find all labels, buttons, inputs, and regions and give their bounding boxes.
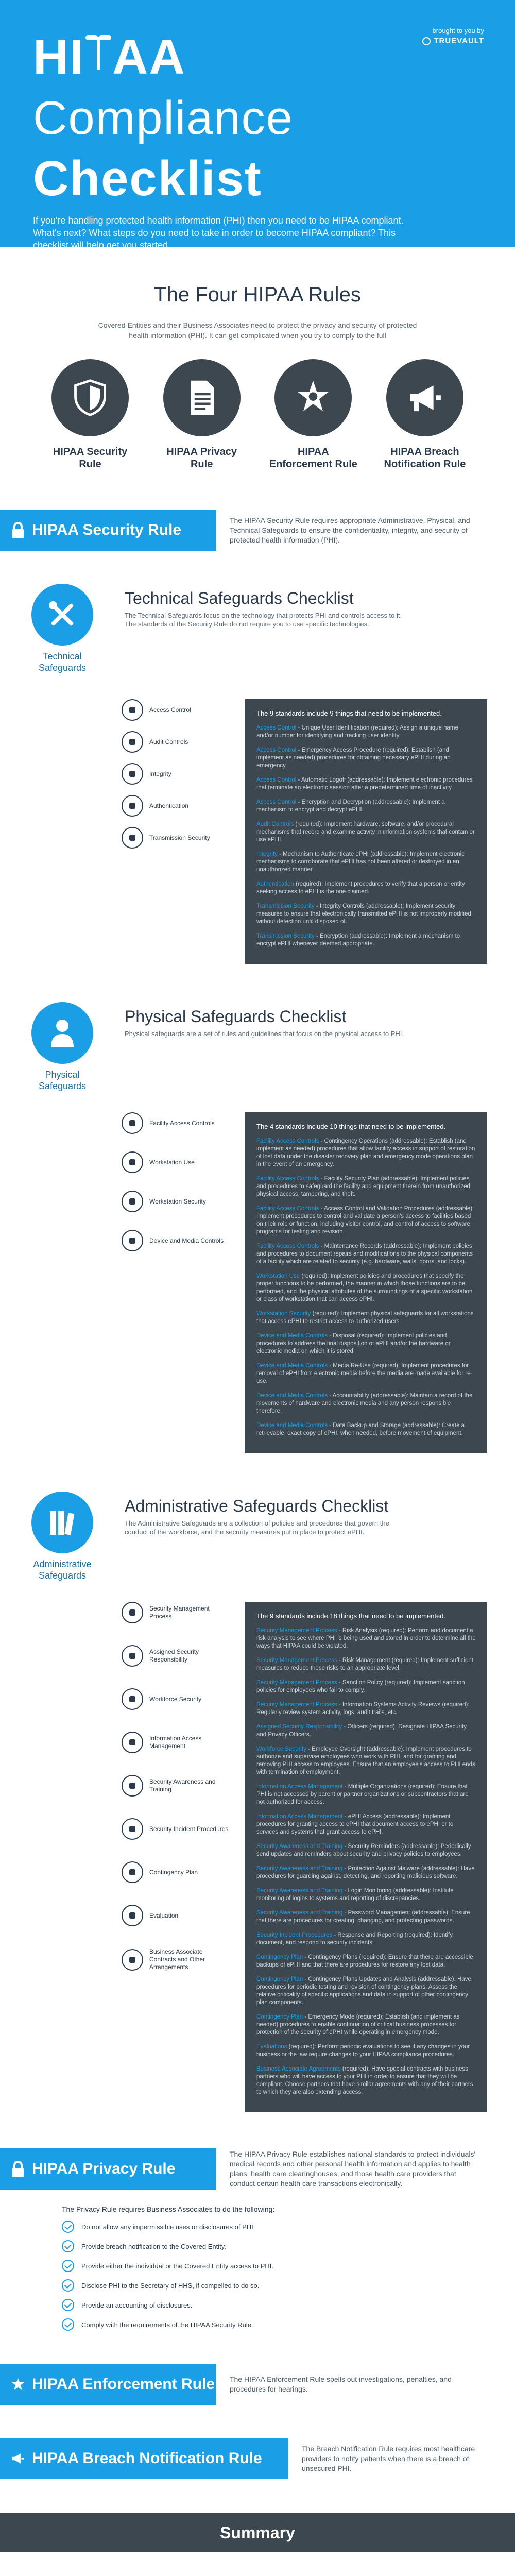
shield-icon (52, 359, 129, 436)
panel-item-text: - Contingency Plans Updates and Analysis (addressable): Have procedures for periodic testing and revision of contingency plans. Assess the relative criticality of specific applications and data in support of other contingency plan components. (256, 1976, 471, 2006)
technical-body (0, 663, 515, 964)
panel-item (256, 1627, 476, 1650)
graduation-icon (122, 1775, 143, 1797)
enforcement-rule-desc: The HIPAA Enforcement Rule spells out investigations, penalties, and procedures for hearings. (230, 2375, 452, 2393)
list-item: Workstation Security (122, 1191, 230, 1212)
alert-icon (122, 1818, 143, 1840)
physical-title-wrap (125, 1007, 404, 1038)
list-item: Comply with the requirements of the HIPAA Security Rule. (62, 2318, 453, 2331)
list-item: Security Awareness and Training (122, 1775, 230, 1797)
devices-icon (122, 1230, 143, 1251)
panel-item-text: (required): Implement procedures to verify that a person or entity seeking access to ePHI is the one claimed. (256, 881, 465, 895)
panel-item-name: Assigned Security Responsibility (256, 1724, 342, 1730)
panel-item (256, 1332, 476, 1355)
panel-item (256, 1657, 476, 1672)
list-item: Disclose PHI to the Secretary of HHS, if compelled to do so. (62, 2279, 453, 2292)
administrative-title-wrap (125, 1497, 413, 1536)
panel-item (256, 851, 476, 874)
panel-item (256, 1243, 476, 1266)
key-icon (122, 699, 143, 721)
shield-check-icon (122, 1688, 143, 1710)
lock-icon (11, 522, 25, 538)
panel-item-name: Workstation Use (256, 1273, 300, 1279)
panel-item-name: Evaluations (256, 2044, 287, 2050)
list-item: Workstation Use (122, 1151, 230, 1173)
panel-item-text: (required): Implement policies and procedures that specify the proper functions to be performed, the manner in which those functions are to be performed, and the physical attributes of the surroundings of a specific workstation or class of workstation that can access ePHI. (256, 1273, 473, 1302)
tools-icon (31, 584, 93, 646)
hero-intro: If you're handling protected health information (PHI) then you need to be HIPAA compliant. What's next? What steps do you need to take in order to become HIPAA compliant? This checklist will help get you started. (33, 215, 404, 250)
administrative-panel (245, 1602, 487, 2112)
security-rule-desc: The HIPAA Security Rule requires appropriate Administrative, Physical, and Technical Safeguards to ensure the confidentiality, integrity, and security of protected health information (PHI). (230, 516, 470, 544)
panel-item-name: Authentication (256, 881, 294, 887)
panel-item-name: Facility Access Controls (256, 1138, 319, 1144)
summary-bar: Summary (0, 2513, 515, 2552)
panel-item (256, 1679, 476, 1694)
panel-item (256, 724, 476, 740)
administrative-head (0, 1492, 515, 1581)
list-item: Integrity (122, 763, 230, 785)
panel-item (256, 1310, 476, 1326)
panel-item-text: - Emergency Access Procedure (required): Establish (and implement as needed) procedures for obtaining necessary ePHI during an emergency. (256, 747, 451, 769)
panel-item-name: Workforce Security (256, 1746, 306, 1752)
panel-item-name: Information Access Management (256, 1784, 343, 1790)
panel-item (256, 1701, 476, 1717)
panel-item-name: Facility Access Controls (256, 1176, 319, 1182)
panel-item-name: Contingency Plan (256, 2014, 303, 2020)
administrative-badge (29, 1492, 96, 1581)
panel-item-text: - Multiple Organizations (required): Ensure that PHI is not accessed by parent or partner organizations or subcontractors that are not authorized for access. (256, 1784, 469, 1805)
panel-item (256, 903, 476, 926)
physical-head (0, 1002, 515, 1092)
panel-item-text: - Officers (required): Designate HIPAA Security and Privacy Officers. (256, 1724, 467, 1738)
lock-screen-icon (122, 1191, 143, 1212)
administrative-safeguards-section (0, 1492, 515, 2112)
panel-item-name: Access Control (256, 747, 297, 753)
check-icon (62, 2240, 74, 2252)
title-aa: AA (112, 29, 186, 84)
panel-item-text: (required): Have special contracts with business partners who will have access to your PHI in order to ensure that they will be compliant. Choose partners that have similar agreements with any of their partners to which they are also extending access. (256, 2066, 473, 2095)
administrative-sub: The Administrative Safeguards are a collection of policies and procedures that govern the conduct of the workforce, and the security measures put in place to protect ePHI. (125, 1519, 389, 1536)
panel-item-text: - Sanction Policy (required): Implement sanction policies for employees who fail to comply. (256, 1680, 465, 1693)
panel-item-name: Audit Controls (256, 821, 294, 827)
panel-item (256, 1273, 476, 1303)
panel-item-name: Device and Media Controls (256, 1393, 328, 1399)
brought-by-text: brought to you by (432, 27, 484, 35)
panel-item (256, 747, 476, 770)
panel-item (256, 2043, 476, 2059)
building-icon (122, 1112, 143, 1134)
physical-sub: Physical safeguards are a set of rules and guidelines that focus on the physical access to PHI. (125, 1030, 404, 1038)
panel-item-name: Device and Media Controls (256, 1422, 328, 1429)
list-item: Authentication (122, 795, 230, 817)
thumbs-up-icon (122, 763, 143, 785)
enforcement-rule-bar-row (0, 2364, 515, 2405)
contract-icon (122, 1949, 143, 1971)
panel-item-text: - Password Management (addressable): Ensure that there are procedures for creating, changing, and protecting passwords. (256, 1910, 470, 1924)
privacy-rule-label: HIPAA Privacy Rule (32, 2160, 176, 2177)
rule-name: HIPAA Security Rule (53, 446, 128, 470)
panel-item-text: - Emergency Mode (required): Establish (and implement as needed) procedures to enable continuation of critical business processes for protection of the security of ePHI while operating in emergency mode. (256, 2014, 460, 2036)
panel-item (256, 1865, 476, 1880)
administrative-badge-label: Administrative Safeguards (33, 1559, 92, 1581)
list-item: Security Incident Procedures (122, 1818, 230, 1840)
panel-item-name: Contingency Plan (256, 1976, 303, 1982)
enforcement-rule-bar (0, 2364, 216, 2405)
privacy-rule-desc: The HIPAA Privacy Rule establishes national standards to protect individuals' medical records and other personal health information and applies to health plans, health care clearinghouses, and those health care providers that conduct certain health care transactions electronically. (230, 2150, 476, 2188)
list-item: Security Management Process (122, 1602, 230, 1623)
sheriff-star-icon (274, 359, 352, 436)
plan-icon (122, 1861, 143, 1883)
panel-items (256, 724, 476, 948)
panel-item-text: - Integrity Controls (addressable): Implement security measures to ensure that electronically transmitted ePHI is not improperly modified without detection until disposed of. (256, 903, 471, 925)
checklist-icon (122, 1905, 143, 1926)
administrative-title: Administrative Safeguards Checklist (125, 1497, 389, 1515)
list-item: Transmission Security (122, 827, 230, 849)
panel-item (256, 2013, 476, 2037)
panel-item-name: Access Control (256, 725, 297, 731)
panel-item (256, 1175, 476, 1198)
panel-item (256, 1843, 476, 1858)
panel-item-text: (required): Implement hardware, software, and/or procedural mechanisms that record and examine activity in information systems that contain or use ePHI. (256, 821, 475, 843)
rule-name: HIPAA Privacy Rule (166, 446, 237, 470)
brand-logo[interactable] (422, 37, 484, 45)
panel-item (256, 1723, 476, 1739)
panel-items (256, 1627, 476, 2096)
panel-item (256, 1745, 476, 1776)
technical-sub: The Technical Safeguards focus on the technology that protects PHI and controls access to it. The standards of the Security Rule do not require you to use specific technologies. (125, 612, 402, 628)
administrative-body (0, 1571, 515, 2112)
list-item: Audit Controls (122, 731, 230, 753)
list-item: Access Control (122, 699, 230, 721)
panel-item-text: - Disposal (required): Implement policies and procedures to address the final disposition of ePHI and/or the hardware or electronic media on which it is stored. (256, 1333, 451, 1354)
list-item: Assigned Security Responsibility (122, 1645, 230, 1667)
panel-item (256, 1954, 476, 1969)
panel-item-name: Security Awareness and Training (256, 1888, 343, 1894)
list-item: Provide an accounting of disclosures. (62, 2299, 453, 2311)
panel-item-name: Device and Media Controls (256, 1333, 328, 1339)
panel-item (256, 2065, 476, 2096)
magnifier-icon (122, 731, 143, 753)
panel-item-text: - Facility Security Plan (addressable): Implement policies and procedures to safeguard the facility and equipment therein from unauthorized physical access, tampering, and theft. (256, 1176, 470, 1197)
title-line-compliance: Compliance (33, 92, 294, 144)
panel-item-text: - Risk Analysis (required): Perform and document a risk analysis to see where PHI is being used and stored in order to determine all the ways that HIPAA could be violated. (256, 1628, 476, 1649)
brand-name: TRUEVAULT (434, 37, 484, 45)
technical-title: Technical Safeguards Checklist (125, 589, 354, 607)
administrative-items (122, 1602, 230, 2112)
breach-rule-bar-row (0, 2438, 515, 2479)
panel-title: The 9 standards include 9 things that need to be implemented. (256, 709, 442, 717)
caduceus-icon (85, 33, 111, 69)
physical-body (0, 1081, 515, 1453)
physical-badge-label: Physical Safeguards (38, 1070, 87, 1091)
panel-item-name: Security Management Process (256, 1657, 337, 1664)
panel-item (256, 776, 476, 792)
panel-item (256, 821, 476, 844)
four-rules-title: The Four HIPAA Rules (154, 283, 361, 306)
list-item: Workforce Security (122, 1688, 230, 1710)
panel-item-text: - Login Monitoring (addressable): Institute monitoring of logins to systems and reporting of discrepancies. (256, 1888, 454, 1902)
panel-item-text: - Response and Reporting (required): Identify, document, and respond to security incidents. (256, 1932, 454, 1946)
badge-icon (122, 1645, 143, 1667)
panel-title: The 4 standards include 10 things that need to be implemented. (256, 1123, 446, 1130)
megaphone-icon (386, 359, 464, 436)
panel-item (256, 1813, 476, 1836)
panel-item-text: - Access Control and Validation Procedures (addressable): Implement procedures to control and validate a person's access to facilities based on their role or function, including visitor control, and control of access to software programs for testing and revision. (256, 1206, 474, 1235)
list-item: Information Access Management (122, 1732, 230, 1753)
panel-item-text: - Employee Oversight (addressable): Implement procedures to authorize and supervise employees who work with PHI, and for granting and removing PHI access to employees. Ensure that an employee's access to PHI ends with termination of employment. (256, 1746, 475, 1775)
panel-item (256, 933, 476, 948)
check-icon (62, 2279, 74, 2292)
four-rules-section (0, 283, 515, 470)
panel-item-name: Contingency Plan (256, 1954, 303, 1960)
panel-item-name: Security Awareness and Training (256, 1843, 343, 1850)
panel-item (256, 799, 476, 814)
rule-security (44, 359, 136, 470)
panel-item-text: - Security Reminders (addressable): Periodically send updates and reminders about security and privacy policies to employees. (256, 1843, 471, 1857)
technical-panel (245, 699, 487, 964)
title-line-checklist: Checklist (33, 151, 262, 206)
list-item: Provide breach notification to the Covered Entity. (62, 2240, 453, 2252)
breach-rule-bar (0, 2438, 288, 2479)
panel-item-name: Integrity (256, 851, 278, 857)
panel-item (256, 1909, 476, 1925)
security-rule-bar (0, 510, 216, 551)
four-rules-intro: Covered Entities and their Business Associates need to protect the privacy and security of protected health information (PHI). It can get complicated when you try to comply to the full (98, 321, 417, 340)
person-icon (31, 1002, 93, 1064)
enforcement-rule-label: HIPAA Enforcement Rule (32, 2376, 215, 2393)
panel-item-name: Security Awareness and Training (256, 1866, 343, 1872)
technical-safeguards-section (0, 584, 515, 964)
list-item: Do not allow any impermissible uses or disclosures of PHI. (62, 2221, 453, 2233)
star-icon (11, 2376, 25, 2393)
panel-items (256, 1138, 476, 1437)
check-icon (62, 2260, 74, 2272)
panel-item-text: - Unique User Identification (required): Assign a unique name and/or number for identifying and tracking user identity. (256, 725, 458, 739)
panel-item (256, 1138, 476, 1168)
panel-item (256, 880, 476, 896)
technical-badge-label: Technical Safeguards (38, 651, 87, 673)
hero-header (0, 0, 515, 250)
panel-item-text: - Risk Management (required): Implement sufficient measures to reduce these risks to an appropriate level. (256, 1657, 474, 1671)
list-item: Facility Access Controls (122, 1112, 230, 1134)
panel-item-text: - ePHI Access (addressable): Implement procedures for granting access to ePHI that document access to ePHI or to services and systems that grant access to ePHI. (256, 1814, 454, 1835)
list-item: Provide either the individual or the Covered Entity access to PHI. (62, 2260, 453, 2272)
rule-name: HIPAA Enforcement Rule (269, 446, 357, 470)
panel-item-text: (required): Perform periodic evaluations to see if any changes in your business or the law require changes to your HIPAA compliance procedures. (256, 2044, 470, 2058)
monitor-icon (122, 1151, 143, 1173)
panel-item (256, 1887, 476, 1903)
panel-item-text: - Information Systems Activity Reviews (required): Regularly review system activity, logs, audit trails, etc. (256, 1702, 470, 1716)
panel-item-text: - Automatic Logoff (addressable): Implement electronic procedures that terminate an electronic session after a predetermined time of inactivity. (256, 777, 473, 791)
panel-item-name: Access Control (256, 777, 297, 783)
panel-item-text: - Mechanism to Authenticate ePHI (addressable): Implement electronic mechanisms to corroborate that ePHI has not been altered or destroyed in an unauthorized manner. (256, 851, 465, 873)
rule-breach-notification (379, 359, 471, 470)
panel-item-name: Transmission Security (256, 903, 315, 909)
panel-item-text: (required): Implement physical safeguards for all workstations that access ePHI to restrict access to authorized users. (256, 1311, 474, 1325)
panel-item-text: - Media Re-Use (required): Implement procedures for removal of ePHI from electronic media before the media are made available for re-use. (256, 1363, 473, 1384)
rules-row (44, 359, 471, 470)
panel-item (256, 1976, 476, 2007)
panel-item (256, 1362, 476, 1385)
panel-item-name: Information Access Management (256, 1814, 343, 1820)
list-item: Evaluation (122, 1905, 230, 1926)
panel-item (256, 1205, 476, 1236)
truevault-logo-icon (422, 37, 431, 45)
panel-item (256, 1392, 476, 1415)
panel-item-text: - Data Backup and Storage (addressable): Create a retrievable, exact copy of ePHI, when needed, before movement of equipment. (256, 1422, 465, 1436)
physical-safeguards-section (0, 1002, 515, 1453)
panel-title: The 9 standards include 18 things that need to be implemented. (256, 1612, 446, 1620)
lock-icon (11, 2161, 25, 2177)
title-hi: HI (33, 29, 84, 84)
physical-panel (245, 1112, 487, 1453)
panel-item-name: Security Awareness and Training (256, 1910, 343, 1916)
check-icon (62, 2221, 74, 2233)
security-rule-label: HIPAA Security Rule (32, 521, 182, 538)
panel-item-text: - Contingency Operations (addressable): Establish (and implement as needed) procedures that allow facility access in support of restoration of lost data under the disaster recovery plan and emergency mode operations plan in the event of an emergency. (256, 1138, 475, 1167)
privacy-rule-list (62, 2205, 453, 2331)
panel-item-name: Business Associate Agreements (256, 2066, 341, 2072)
list-item: Business Associate Contracts and Other Arrangements (122, 1948, 230, 1971)
physical-badge (29, 1002, 96, 1092)
rule-name: HIPAA Breach Notification Rule (384, 446, 466, 470)
brought-by (422, 27, 484, 45)
breach-rule-desc: The Breach Notification Rule requires most healthcare providers to notify patients when there is a breach of unsecured PHI. (302, 2444, 475, 2472)
panel-item-name: Security Management Process (256, 1702, 337, 1708)
document-icon (163, 359, 241, 436)
privacy-rule-bar (0, 2148, 216, 2190)
panel-item-name: Workstation Security (256, 1311, 311, 1317)
security-rule-bar-row (0, 510, 515, 551)
panel-item-name: Security Incident Procedures (256, 1932, 333, 1938)
panel-item-name: Access Control (256, 799, 297, 805)
panel-item-text: - Contingency Plans (required): Ensure that there are accessible backups of ePHI and that there are procedures for restore any lost data. (256, 1954, 473, 1968)
technical-badge (29, 584, 96, 673)
panel-item-text: - Encryption (addressable): Implement a mechanism to encrypt ePHI whenever deemed appropriate. (256, 933, 460, 947)
rule-enforcement (267, 359, 359, 470)
panel-item (256, 1422, 476, 1437)
privacy-list-head: The Privacy Rule requires Business Associates to do the following: (62, 2205, 275, 2213)
panel-item-name: Device and Media Controls (256, 1363, 328, 1369)
panel-item-name: Facility Access Controls (256, 1206, 319, 1212)
list-item: Contingency Plan (122, 1861, 230, 1883)
breach-rule-label: HIPAA Breach Notification Rule (32, 2450, 262, 2467)
fingerprint-icon (122, 795, 143, 817)
panel-item-text: - Protection Against Malware (addressable): Have procedures for guarding against, detecting, and reporting malicious software. (256, 1866, 475, 1879)
panel-item-name: Security Management Process (256, 1628, 337, 1634)
technical-head (0, 584, 515, 673)
settings-icon (122, 1602, 143, 1623)
folder-icon (122, 1732, 143, 1753)
physical-title: Physical Safeguards Checklist (125, 1007, 347, 1026)
panel-item-name: Facility Access Controls (256, 1243, 319, 1249)
panel-item (256, 1783, 476, 1806)
panel-item-name: Security Management Process (256, 1680, 337, 1686)
technical-title-wrap (125, 589, 413, 629)
megaphone-icon (11, 2450, 25, 2467)
physical-items (122, 1112, 230, 1453)
panel-item (256, 1931, 476, 1947)
privacy-rule-bar-row (0, 2148, 515, 2190)
check-icon (62, 2318, 74, 2331)
technical-items (122, 699, 230, 964)
panel-item-text: - Maintenance Records (addressable): Implement policies and procedures to document repairs and modifications to the physical components of a facility which are related to security (e.g. hardware, walls, doors, and locks). (256, 1243, 473, 1265)
panel-item-text: - Encryption and Decryption (addressable): Implement a mechanism to encrypt and decrypt ePHI. (256, 799, 445, 813)
panel-item-text: - Accountability (addressable): Maintain a record of the movements of hardware and electronic media and any person responsible therefore. (256, 1393, 473, 1414)
binders-icon (31, 1492, 93, 1553)
panel-item-name: Transmission Security (256, 933, 315, 939)
rule-privacy (156, 359, 248, 470)
transfer-icon (122, 827, 143, 849)
list-item: Device and Media Controls (122, 1230, 230, 1251)
check-icon (62, 2299, 74, 2311)
